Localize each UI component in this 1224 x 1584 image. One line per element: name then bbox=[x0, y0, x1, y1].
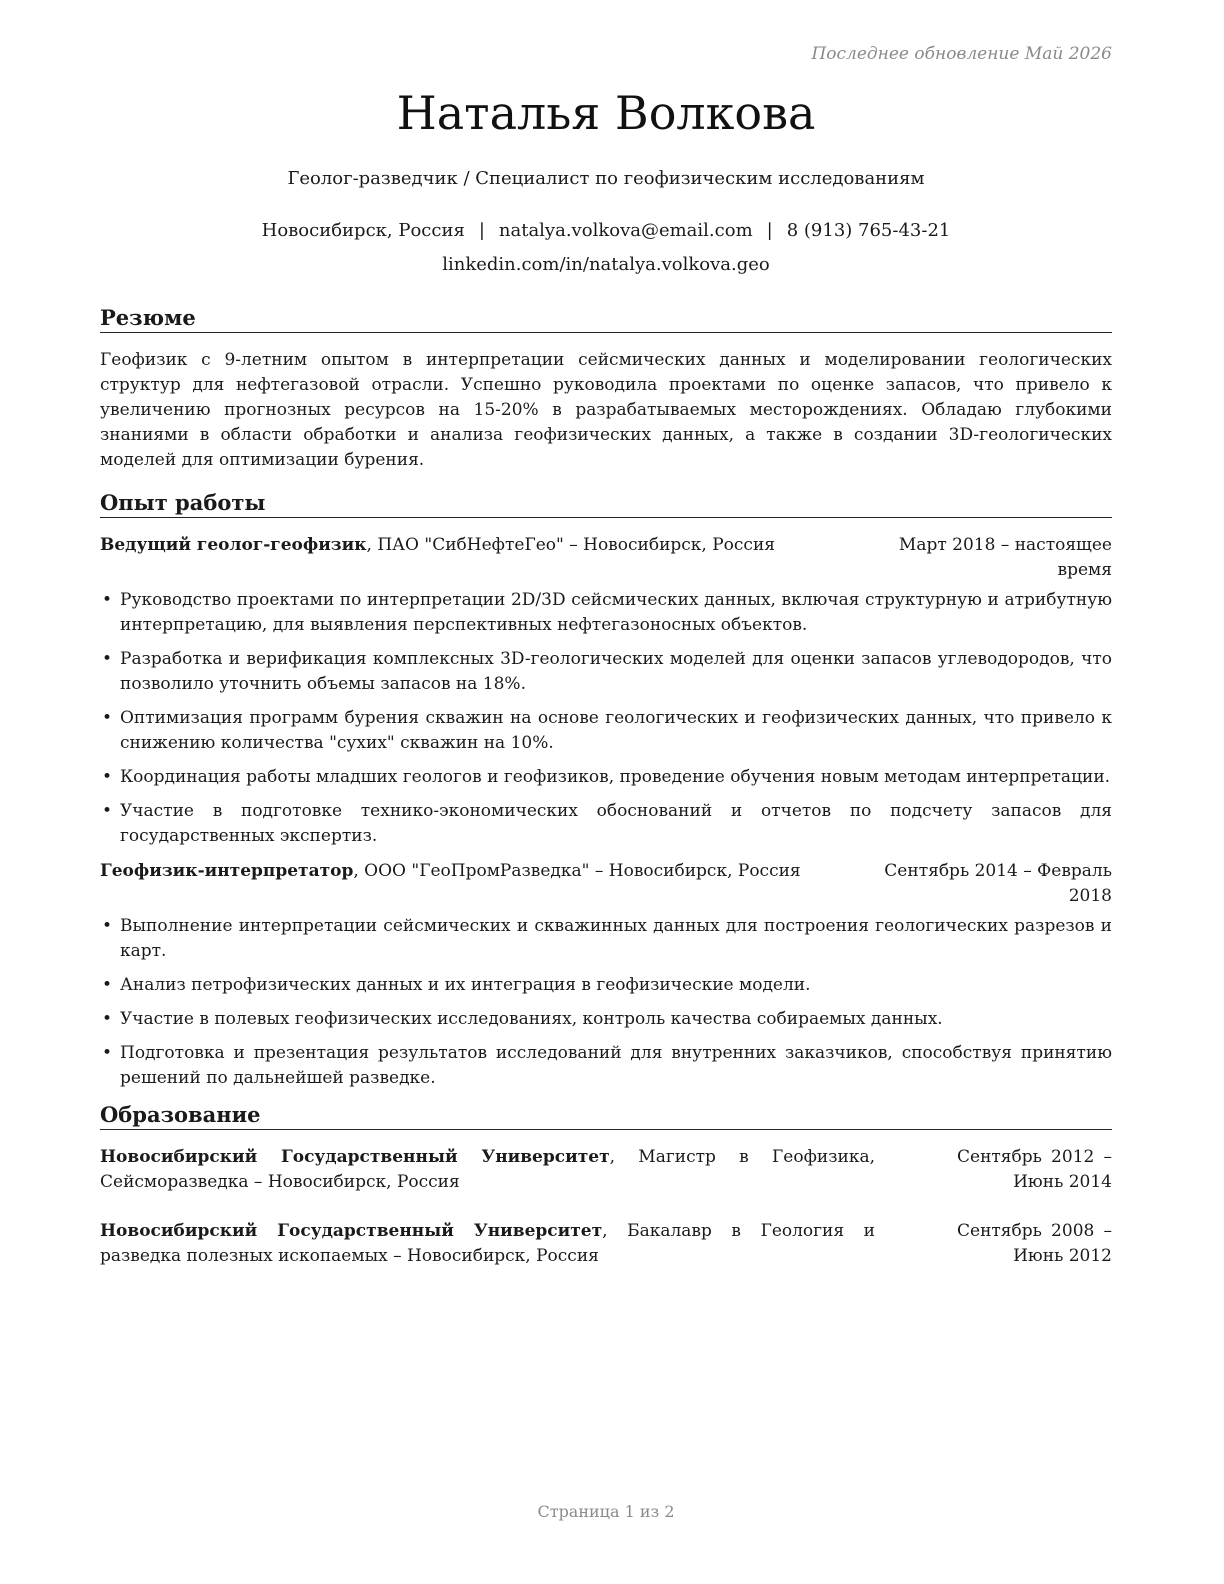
list-item: • Руководство проектами по интерпретации 2D/3D сейсмических данных, включая структурную и атрибутную интерпретацию, для выявления перспективных нефтегазоносных объектов. bbox=[102, 590, 1112, 635]
candidate-name: Наталья Волкова bbox=[396, 86, 816, 140]
page-number: Страница 1 из 2 bbox=[537, 1502, 675, 1521]
degree-details: , Магистр в Геофизика, Сейсморазведка – Новосибирск, Россия bbox=[100, 1147, 875, 1192]
section-title-education: Образование bbox=[100, 1102, 1112, 1130]
degree-details: , Бакалавр в Геология и разведка полезных ископаемых – Новосибирск, Россия bbox=[100, 1221, 875, 1266]
bullet-icon: • bbox=[102, 1043, 113, 1063]
job-dates: Март 2018 – настоящее время bbox=[898, 535, 1112, 580]
job-role: Геофизик-интерпретатор bbox=[100, 861, 354, 881]
bullet-icon: • bbox=[102, 767, 113, 787]
summary-text: Геофизик с 9-летним опытом в интерпретации сейсмических данных и моделировании геологических структур для нефтегазовой отрасли. Успешно руководила проектами по оценке запасов, что привело к увеличению прогнозных ресурсов на 15-20% в разрабатываемых месторождениях. Обладаю глубокими знаниями в области обработки и анализа геофизических данных, а также в создании 3D-геологических моделей для оптимизации бурения. bbox=[100, 350, 1112, 470]
location: Новосибирск, Россия bbox=[261, 220, 465, 241]
school-name: Новосибирский Государственный Университет bbox=[100, 1221, 603, 1241]
last-updated: Последнее обновление Май 2026 bbox=[811, 44, 1112, 64]
bullet-icon: • bbox=[102, 916, 113, 936]
bullet-icon: • bbox=[102, 649, 113, 669]
contact-separator: | bbox=[478, 220, 485, 241]
bullet-icon: • bbox=[102, 590, 113, 610]
bullet-icon: • bbox=[102, 1009, 113, 1029]
school-name: Новосибирский Государственный Университет bbox=[100, 1147, 610, 1167]
phone: 8 (913) 765-43-21 bbox=[786, 220, 951, 241]
section-title-experience: Опыт работы bbox=[100, 490, 1112, 518]
job-bullets bbox=[100, 914, 1112, 1100]
job-company: , ООО "ГеоПромРазведка" – Новосибирск, Россия bbox=[353, 861, 801, 881]
section-title-summary: Резюме bbox=[100, 305, 1112, 333]
job-bullets bbox=[100, 588, 1112, 858]
education-dates: Сентябрь 2012 – Июнь 2014 bbox=[957, 1147, 1112, 1192]
email-link[interactable]: natalya.volkova@email.com bbox=[498, 220, 753, 241]
list-item: • Оптимизация программ бурения скважин на основе геологических и геофизических данных, что привело к снижению количества "сухих" скважин на 10%. bbox=[102, 708, 1112, 753]
bullet-icon: • bbox=[102, 708, 113, 728]
contact-line bbox=[0, 220, 1212, 241]
list-item: • Подготовка и презентация результатов исследований для внутренних заказчиков, способствуя принятию решений по дальнейшей разведке. bbox=[102, 1043, 1112, 1088]
list-item: • Анализ петрофизических данных и их интеграция в геофизические модели. bbox=[100, 973, 1112, 998]
job-company: , ПАО "СибНефтеГео" – Новосибирск, Россия bbox=[366, 535, 776, 555]
contact-separator: | bbox=[766, 220, 773, 241]
list-item: • Выполнение интерпретации сейсмических и скважинных данных для построения геологических разрезов и карт. bbox=[102, 916, 1112, 961]
job-role: Ведущий геолог-геофизик bbox=[100, 535, 367, 555]
candidate-subtitle: Геолог-разведчик / Специалист по геофизическим исследованиям bbox=[287, 168, 925, 189]
list-item: • Координация работы младших геологов и геофизиков, проведение обучения новым методам интерпретации. bbox=[100, 765, 1112, 790]
list-item: • Участие в подготовке технико-экономических обоснований и отчетов по подсчету запасов для государственных экспертиз. bbox=[102, 801, 1112, 846]
job-dates: Сентябрь 2014 – Февраль 2018 bbox=[884, 861, 1112, 906]
list-item: • Участие в полевых геофизических исследованиях, контроль качества собираемых данных. bbox=[100, 1007, 1112, 1032]
list-item: • Разработка и верификация комплексных 3D-геологических моделей для оценки запасов углеводородов, что позволило уточнить объемы запасов на 18%. bbox=[102, 649, 1112, 694]
education-dates: Сентябрь 2008 – Июнь 2012 bbox=[957, 1221, 1112, 1266]
bullet-icon: • bbox=[102, 801, 113, 821]
linkedin-link[interactable]: linkedin.com/in/natalya.volkova.geo bbox=[442, 254, 770, 275]
bullet-icon: • bbox=[102, 975, 113, 995]
